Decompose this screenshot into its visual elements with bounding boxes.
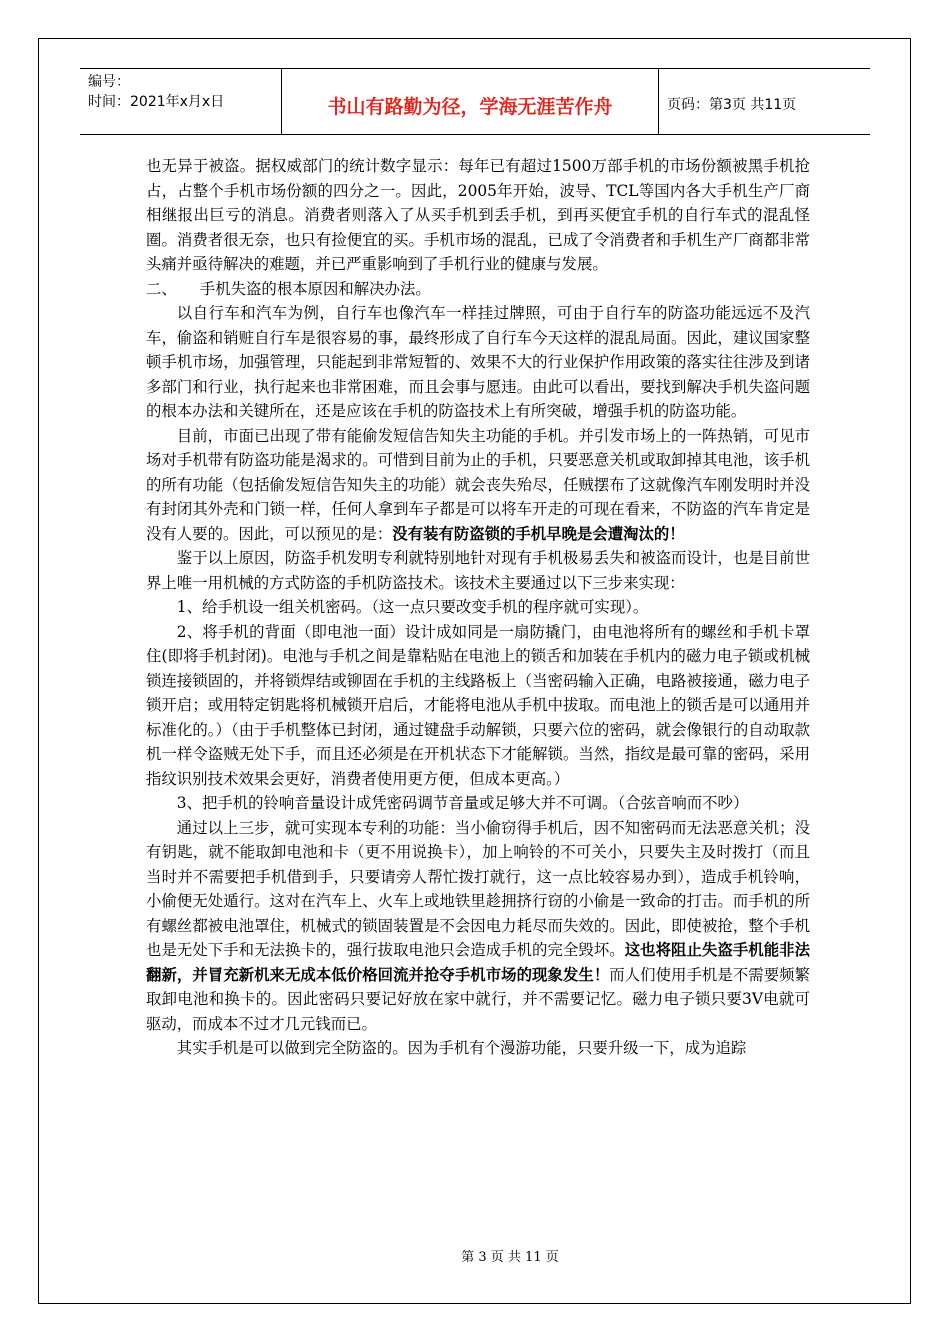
step-item: 3、把手机的铃响音量设计成凭密码调节音量或足够大并不可调。（合弦音响而不吵） [176, 794, 749, 812]
paragraph [146, 424, 810, 547]
page-footer: 第 3 页 共 11 页 [461, 1250, 559, 1265]
header-page-info: 页码：第3页 共11页 [667, 96, 797, 113]
step-item: 2、将手机的背面（即电池一面）设计成如同是一扇防撬门，由电池将所有的螺丝和手机卡罩住(即将手机封闭)。电池与手机之间是靠粘贴在电池上的锁舌和加装在手机内的磁力电子锁或机械锁连接锁固的，并将锁焊结或铆固在手机的主线路板上（当密码输入正确，电路被接通，磁力电子锁开启；或用特定钥匙将机械锁开启后，才能将电池从手机中拔取。而电池上的锁舌是可以通用并标准化的。）（由于手机整体已封闭，通过键盘手动解锁，只要六位的密码，就会像银行的自动取款机一样令盗贼无处下手，而且还必须是在开机状态下才能解锁。当然，指纹是最可靠的密码，采用指纹识别技术效果会更好，消费者使用更方便，但成本更高。） [146, 622, 810, 788]
paragraph-text: 目前，市面已出现了带有能偷发短信告知失主功能的手机。并引发市场上的一阵热销，可见市场对手机带有防盗功能是渴求的。可惜到目前为止的手机，只要恶意关机或取卸掉其电池，该手机的所有功能（包括偷发短信告知失主的功能）就会丧失殆尽，任贼摆布了这就像汽车刚发明时并没有封闭其外壳和门锁一样，任何人拿到车子都是可以将车开走的可现在看来，不防盗的汽车肯定是没有人要的。因此，可以预见的是： [146, 426, 810, 543]
header-motto: 书山有路勤为径，学海无涯苦作舟 [282, 69, 659, 134]
time-label: 时间：2021年x月x日 [88, 94, 225, 110]
paragraph: 其实手机是可以做到完全防盗的。因为手机有个漫游功能，只要升级一下，成为追踪 [176, 1039, 747, 1057]
paragraph-text: 而人们使用手机是不需要频繁取卸电池和换卡的。因此密码只要记好放在家中就行，并不需要记忆。磁力电子锁只要3V电就可驱动，而成本不过才几元钱而已。 [146, 965, 810, 1033]
number-label: 编号： [88, 74, 130, 90]
paragraph: 鉴于以上原因，防盗手机发明专利就特别地针对现有手机极易丢失和被盗而设计，也是目前世界上唯一用机械的方式防盗的手机防盗技术。该技术主要通过以下三步来实现： [146, 549, 810, 592]
paragraph-text: 通过以上三步，就可实现本专利的功能：当小偷窃得手机后，因不知密码而无法恶意关机；没有钥匙，就不能取卸电池和卡（更不用说换卡），加上响铃的不可关小，只要失主及时拨打（而且当时并不需要把手机借到手，只要请旁人帮忙拨打就行，这一点比较容易办到），造成手机铃响，小偷便无处遁行。这对在汽车上、火车上或地铁里趁拥挤行窃的小偷是一致命的打击。而手机的所有螺丝都被电池罩住，机械式的锁固装置是不会因电力耗尽而失效的。因此，即使被抢，整个手机也是无处下手和无法换卡的，强行拔取电池只会造成手机的完全毁坏。 [146, 818, 810, 959]
step-item: 1、给手机设一组关机密码。（这一点只要改变手机的程序就可实现）。 [176, 598, 649, 616]
paragraph: 以自行车和汽车为例，自行车也像汽车一样挂过牌照，可由于自行车的防盗功能远远不及汽车，偷盗和销赃自行车是很容易的事，最终形成了自行车今天这样的混乱局面。因此，建议国家整顿手机市场，加强管理，只能起到非常短暂的、效果不大的行业保护作用政策的落实往往涉及到诸多部门和行业，执行起来也非常困难，而且会事与愿违。由此可以看出，要找到解决手机失盗问题的根本办法和关键所在，还是应该在手机的防盗技术上有所突破，增强手机的防盗功能。 [146, 304, 810, 420]
header-meta [80, 69, 282, 134]
paragraph [146, 816, 810, 1037]
paragraph: 也无异于被盗。据权威部门的统计数字显示：每年已有超过1500万部手机的市场份额被黑手机抢占，占整个手机市场份额的四分之一。因此，2005年开始，波导、TCL等国内各大手机生产厂商相继报出巨亏的消息。消费者则落入了从买手机到丢手机，到再买便宜手机的自行车式的混乱怪圈。消费者很无奈，也只有捡便宜的买。手机市场的混乱，已成了令消费者和手机生产厂商都非常头痛并亟待解决的难题，并已严重影响到了手机行业的健康与发展。 [146, 157, 810, 273]
page-header [80, 68, 870, 135]
document-body [146, 154, 810, 1061]
emphasis-text: 没有装有防盗锁的手机早晚是会遭淘汰的！ [392, 524, 685, 543]
section-heading: 二、 手机失盗的根本原因和解决办法。 [146, 279, 431, 298]
emphasis-text: 这也将阻止失盗手机能非法翻新，并冒充新机来无成本低价格回流并抢夺手机市场的现象发生！ [146, 941, 810, 984]
